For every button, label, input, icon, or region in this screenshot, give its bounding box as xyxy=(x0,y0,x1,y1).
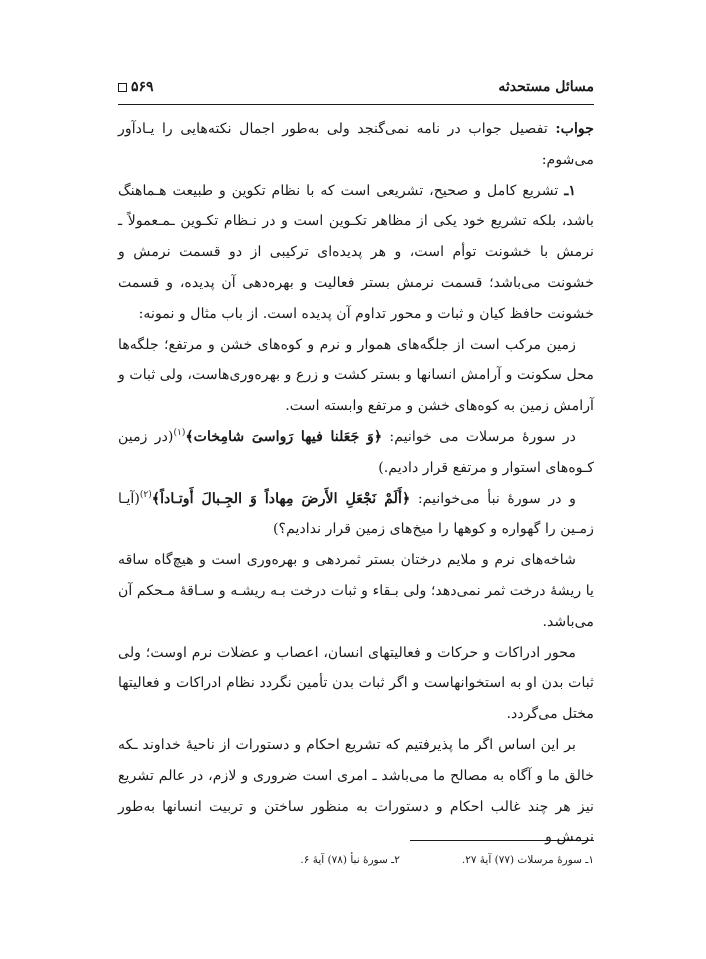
quran-verse: ﴿وَ جَعَلنا فيها رَواسىَ شامِخات﴾ xyxy=(185,428,383,445)
footnote-2: ٢ـ سورهٔ نبأ (٧٨) آيهٔ ۶. xyxy=(300,854,400,866)
paragraph-text: در سورهٔ مرسلات مى خوانيم: xyxy=(382,428,576,445)
paragraph-body: محور ادراكات و حركات و فعاليتهاى انسان، اعصاب و عضلات نرم اوست؛ ولى ثبات بدن او به استخوانهاست و اگر ثبات بدن تأمين نگردد نظام ادراكات و فعاليتها مختل مى‌گردد. xyxy=(118,644,594,723)
paragraph-text: تشريع كامل و صحيح، تشريعى است كه با نظام تكوين و طبيعت هـماهنگ باشد، بلكه تشريع خود يكى از مظاهر تكـوين است و در نـظام تكـوين ـمـعمولاً ـ نرمش با خشونت توأم است، و هر پديده‌اى تركيبى از دو قسمت نرمش و خشونت مى‌باشد؛ قسمت نرمش بستر فعاليت و بهره‌دهى آن پديده، و قسمت خشونت حافظ كيان و ثبات و محور تداوم آن پديده است. از باب مثال و نمونه: xyxy=(118,182,594,322)
body-text xyxy=(118,114,594,853)
paragraph-text: (در زمين كـوه‌هاى استوار و مرتفع قرار داديم.) xyxy=(118,428,594,476)
paragraph-answer xyxy=(118,114,594,176)
footnotes xyxy=(118,852,594,868)
paragraph-text: تفصيل جواب در نامه نمى‌گنجد ولى به‌طور اجمال نكته‌هايى را يـادآور مى‌شوم: xyxy=(118,121,594,168)
running-header xyxy=(118,74,594,100)
point-number: ١ـ xyxy=(564,182,576,199)
footnote-1: ١ـ سورهٔ مرسلات (٧٧) آيهٔ ٢٧. xyxy=(461,854,594,866)
page-number xyxy=(118,79,154,95)
square-icon xyxy=(118,83,127,92)
header-divider xyxy=(118,104,594,105)
paragraph-earth: زمين مركب است از جلگه‌هاى هموار و نرم و كوه‌هاى خشن و مرتفع؛ جلگه‌ها محل سكونت و آرامش انسانها و بستر كشت و زرع و بهره‌ورى‌هاست، ولى ثبات و آرامش زمين به كوه‌هاى خشن و مرتفع وابسته است. xyxy=(118,336,594,415)
footnote-ref: (١) xyxy=(173,427,186,438)
paragraph-conclusion: بر اين اساس اگر ما پذيرفتيم كه تشريع احكام و دستورات از ناحيهٔ خداوند ـكه خالق ما و آگاه به مصالح ما مى‌باشد ـ امرى است ضرورى و لازم، در عالم تشريع نيز هر چند غالب احكام و دستورات به منظور ساختن و تربيت انسانها به‌طور نرمش و xyxy=(118,736,594,846)
quran-verse: ﴿أَلَمْ نَجْعَلِ الأَرضَ مِهاداً وَ الجِـبالَ أَوتـاداً﴾ xyxy=(151,490,411,507)
answer-label: جواب: xyxy=(555,121,594,137)
footnote-divider xyxy=(410,840,594,841)
section-title: مسائل مستحدثه xyxy=(498,79,594,95)
page-number-value: ۵۶۹ xyxy=(131,79,154,95)
paragraph-mursalat xyxy=(118,422,594,484)
paragraph-text: و در سورهٔ نبأ مى‌خوانيم: xyxy=(410,490,576,507)
paragraph-text: (آيـا زمـين را گهواره و كوهها را ميخ‌هاى زمين قرار نداديم؟) xyxy=(118,490,594,538)
paragraph-point-1 xyxy=(118,176,594,330)
paragraph-trees: شاخه‌هاى نرم و ملايم درختان بستر ثمردهى و بهره‌ورى است و هيچ‌گاه ساقه يا ريشهٔ درخت ثمر نمى‌دهد؛ ولى بـقاء و ثبات درخت بـه ريشـه و سـاقهٔ مـحكم آن مى‌باشد. xyxy=(118,552,594,630)
footnote-ref: (٢) xyxy=(139,489,152,500)
paragraph-naba xyxy=(118,484,594,546)
